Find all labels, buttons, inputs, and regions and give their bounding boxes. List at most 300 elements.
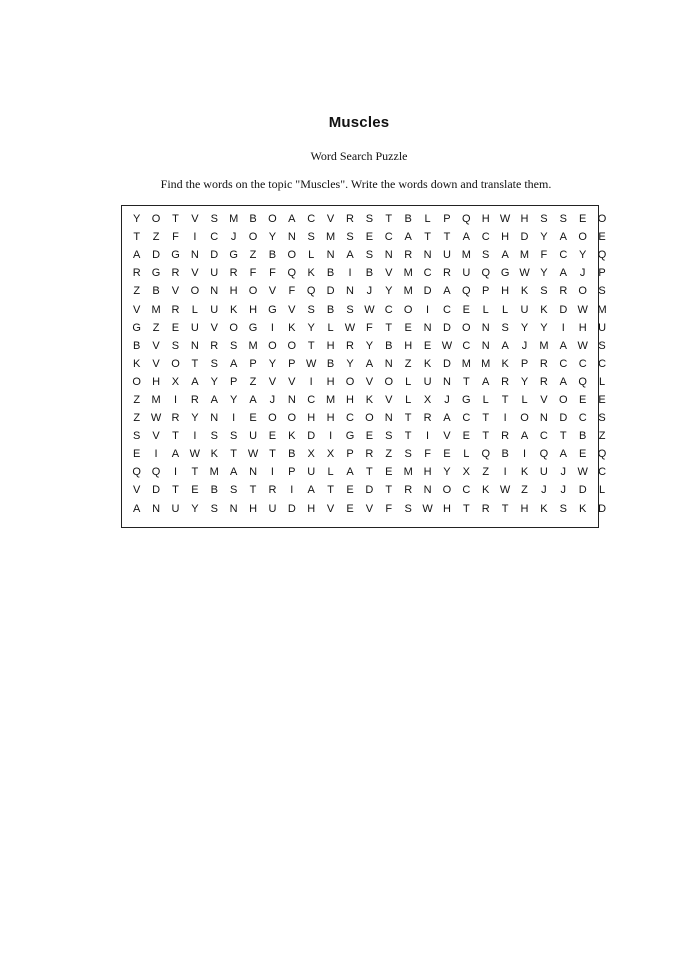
grid-letter: I (173, 466, 177, 479)
grid-letter: T (424, 231, 431, 244)
grid-letter: T (366, 466, 373, 479)
word-search-grid (121, 205, 607, 528)
grid-letter: S (210, 213, 218, 226)
grid-letter: A (443, 285, 451, 298)
grid-letter: U (307, 466, 316, 479)
grid-letter: L (405, 393, 412, 406)
grid-letter: P (288, 357, 296, 370)
grid-letter: P (443, 213, 451, 226)
grid-letter: J (579, 267, 586, 280)
grid-letter: H (442, 502, 451, 515)
grid-letter: T (191, 466, 199, 479)
grid-letter: C (210, 231, 219, 244)
grid-letter: A (462, 231, 470, 244)
grid-letter: I (173, 393, 177, 406)
grid-letter: C (559, 249, 568, 262)
grid-letter: P (249, 357, 257, 370)
grid-letter: E (365, 430, 374, 443)
grid-letter: T (133, 231, 141, 244)
grid-letter: J (269, 393, 276, 406)
grid-letter: K (210, 448, 218, 461)
grid-row (127, 264, 606, 282)
grid-letter: I (232, 412, 236, 425)
grid-letter: O (268, 412, 277, 425)
grid-letter: F (540, 249, 548, 262)
grid-letter: W (499, 484, 511, 497)
grid-letter: S (171, 339, 180, 352)
grid-letter: B (288, 448, 296, 461)
grid-letter: A (501, 249, 509, 262)
grid-letter: C (462, 484, 471, 497)
grid-row (127, 409, 606, 427)
grid-letter: S (598, 412, 606, 425)
grid-letter: D (442, 357, 451, 370)
grid-letter: S (540, 213, 548, 226)
grid-letter: R (229, 267, 238, 280)
grid-letter: K (307, 267, 315, 280)
grid-letter: K (520, 466, 529, 479)
grid-letter: M (151, 303, 161, 316)
grid-letter: N (442, 375, 451, 388)
grid-letter: U (190, 321, 199, 334)
grid-letter: U (423, 375, 432, 388)
grid-letter: H (481, 213, 490, 226)
grid-letter: T (172, 430, 179, 443)
grid-letter: T (230, 448, 238, 461)
grid-letter: O (151, 213, 161, 226)
grid-letter: N (190, 339, 199, 352)
grid-letter: V (540, 393, 548, 406)
grid-letter: A (365, 357, 374, 370)
grid-letter: E (385, 466, 393, 479)
grid-letter: C (384, 231, 393, 244)
grid-letter: U (442, 249, 451, 262)
grid-letter: A (307, 484, 315, 497)
grid-letter: H (152, 375, 161, 388)
grid-letter: H (520, 502, 529, 515)
grid-letter: K (520, 285, 529, 298)
grid-letter: W (364, 303, 375, 316)
grid-letter: S (210, 502, 218, 515)
grid-letter: H (520, 213, 529, 226)
grid-letter: Y (191, 502, 199, 515)
page-subtitle: Word Search Puzzle (310, 149, 408, 163)
grid-row (127, 228, 606, 246)
grid-letter: V (152, 357, 160, 370)
grid-letter: Q (597, 448, 607, 461)
grid-letter: E (268, 430, 277, 443)
grid-letter: V (326, 502, 335, 515)
grid-letter: Q (132, 466, 141, 479)
grid-letter: E (171, 321, 180, 334)
grid-letter: N (287, 231, 296, 244)
grid-letter: M (403, 466, 413, 479)
grid-letter: X (307, 448, 315, 461)
grid-letter: L (327, 466, 334, 479)
grid-letter: H (229, 285, 238, 298)
grid-letter: L (308, 249, 315, 262)
grid-letter: O (462, 321, 471, 334)
grid-letter: C (346, 412, 354, 425)
grid-letter: I (193, 231, 197, 244)
grid-letter: Y (365, 339, 374, 352)
grid-letter: T (172, 484, 179, 497)
grid-letter: C (578, 412, 587, 425)
grid-letter: P (482, 285, 490, 298)
grid-letter: O (403, 303, 413, 316)
grid-letter: K (365, 393, 374, 406)
grid-letter: A (404, 231, 412, 244)
instructions-text: Find the words on the topic "Muscles". Write the words down and translate them. (160, 177, 552, 191)
grid-letter: V (268, 285, 277, 298)
grid-letter: L (599, 375, 606, 388)
grid-letter: A (191, 375, 199, 388)
grid-letter: D (423, 285, 432, 298)
grid-letter: B (249, 213, 257, 226)
grid-letter: H (249, 502, 258, 515)
grid-letter: Q (597, 249, 607, 262)
grid-row (127, 210, 607, 228)
grid-letter: N (423, 484, 432, 497)
grid-letter: N (229, 502, 238, 515)
grid-letter: V (191, 213, 199, 226)
grid-letter: B (404, 213, 412, 226)
grid-letter: U (171, 502, 180, 515)
grid-letter: R (210, 339, 219, 352)
grid-letter: D (287, 502, 296, 515)
grid-letter: A (482, 375, 490, 388)
grid-letter: R (190, 393, 199, 406)
grid-letter: J (444, 393, 450, 406)
grid-letter: A (559, 231, 567, 244)
grid-letter: H (307, 502, 316, 515)
grid-letter: B (385, 339, 393, 352)
grid-letter: M (229, 213, 239, 226)
grid-letter: M (481, 357, 491, 370)
grid-letter: E (404, 321, 412, 334)
grid-letter: B (326, 357, 335, 370)
grid-letter: R (268, 484, 277, 497)
grid-letter: B (579, 430, 587, 443)
grid-letter: V (268, 375, 277, 388)
grid-letter: Y (307, 321, 315, 334)
grid-letter: N (539, 412, 548, 425)
grid-letter: C (384, 303, 393, 316)
grid-letter: S (229, 339, 238, 352)
grid-letter: K (501, 357, 509, 370)
grid-letter: P (346, 448, 354, 461)
grid-letter: R (501, 375, 510, 388)
grid-letter: Y (540, 321, 548, 334)
grid-letter: O (520, 412, 529, 425)
grid-letter: E (579, 448, 587, 461)
grid-letter: T (559, 430, 567, 443)
grid-letter: L (327, 321, 334, 334)
grid-letter: Y (579, 249, 587, 262)
grid-letter: B (326, 303, 335, 316)
grid-letter: B (268, 249, 277, 262)
grid-letter: O (190, 285, 200, 298)
grid-letter: B (133, 339, 141, 352)
grid-letter: A (346, 466, 354, 479)
grid-letter: M (248, 339, 258, 352)
grid-letter: R (442, 267, 451, 280)
grid-letter: V (326, 213, 335, 226)
grid-letter: D (559, 412, 568, 425)
grid-row (127, 445, 607, 463)
grid-letter: G (268, 303, 277, 316)
grid-letter: C (559, 357, 568, 370)
grid-letter: I (503, 412, 507, 425)
grid-letter: P (520, 357, 529, 370)
grid-row (127, 391, 606, 409)
grid-letter: V (133, 303, 141, 316)
grid-letter: S (404, 502, 412, 515)
grid-letter: B (210, 484, 218, 497)
grid-letter: T (482, 412, 490, 425)
grid-letter: D (520, 231, 529, 244)
grid-letter: Q (539, 448, 549, 461)
grid-letter: G (132, 321, 141, 334)
grid-letter: I (309, 375, 313, 388)
grid-letter: M (209, 466, 219, 479)
grid-letter: O (132, 375, 141, 388)
grid-letter: E (346, 502, 354, 515)
grid-letter: Q (306, 285, 316, 298)
grid-letter: K (540, 502, 548, 515)
grid-letter: A (559, 448, 567, 461)
grid-letter: S (229, 484, 238, 497)
grid-letter: K (423, 357, 432, 370)
grid-letter: E (346, 484, 354, 497)
grid-letter: V (171, 285, 180, 298)
grid-letter: P (288, 466, 296, 479)
grid-letter: N (210, 412, 219, 425)
grid-letter: A (501, 339, 509, 352)
grid-letter: W (577, 303, 588, 316)
grid-letter: W (519, 267, 530, 280)
grid-letter: D (326, 285, 335, 298)
grid-letter: O (578, 285, 587, 298)
grid-letter: C (307, 213, 316, 226)
grid-letter: H (501, 231, 510, 244)
grid-letter: Q (578, 375, 587, 388)
grid-letter: D (442, 321, 451, 334)
grid-letter: I (290, 484, 294, 497)
grid-letter: T (269, 448, 276, 461)
grid-letter: V (210, 321, 218, 334)
grid-letter: R (171, 412, 180, 425)
grid-letter: W (247, 448, 259, 461)
grid-letter: Y (268, 231, 277, 244)
grid-letter: O (287, 412, 297, 425)
grid-row (127, 427, 606, 445)
grid-letter: Q (287, 267, 297, 280)
grid-letter: H (404, 339, 413, 352)
grid-letter: Y (520, 321, 529, 334)
grid-letter: F (269, 267, 276, 280)
grid-letter: E (249, 412, 257, 425)
grid-letter: S (365, 249, 374, 262)
grid-letter: O (384, 375, 394, 388)
grid-letter: Z (385, 448, 393, 461)
grid-letter: A (288, 213, 296, 226)
grid-letter: M (519, 249, 530, 262)
grid-letter: U (249, 430, 258, 443)
grid-letter: J (560, 466, 567, 479)
grid-letter: U (539, 466, 548, 479)
grid-letter: X (423, 393, 432, 406)
grid-letter: Q (462, 213, 471, 226)
grid-letter: X (462, 466, 470, 479)
grid-letter: W (577, 339, 588, 352)
grid-letter: O (345, 375, 355, 388)
grid-letter: X (326, 448, 335, 461)
grid-letter: D (365, 484, 374, 497)
grid-letter: S (385, 430, 393, 443)
grid-letter: C (539, 430, 548, 443)
grid-letter: F (288, 285, 296, 298)
grid-letter: Z (521, 484, 528, 497)
grid-letter: O (287, 249, 297, 262)
grid-letter: S (540, 285, 548, 298)
grid-letter: H (326, 412, 335, 425)
grid-letter: R (559, 285, 568, 298)
grid-letter: O (365, 412, 374, 425)
grid-letter: D (152, 249, 161, 262)
grid-letter: E (462, 430, 470, 443)
grid-letter: I (270, 321, 274, 334)
grid-letter: Q (462, 285, 471, 298)
grid-letter: B (501, 448, 509, 461)
grid-letter: E (133, 448, 141, 461)
grid-letter: C (598, 357, 607, 370)
grid-letter: K (540, 303, 548, 316)
grid-letter: H (346, 393, 354, 406)
grid-letter: L (599, 484, 606, 497)
grid-letter: L (424, 213, 431, 226)
grid-letter: U (210, 267, 219, 280)
grid-letter: O (578, 231, 587, 244)
grid-letter: R (539, 375, 548, 388)
grid-letter: M (326, 231, 336, 244)
grid-letter: Y (268, 357, 277, 370)
grid-letter: V (288, 303, 296, 316)
grid-letter: V (385, 393, 393, 406)
grid-letter: N (481, 339, 490, 352)
grid-letter: G (248, 321, 258, 334)
grid-letter: S (307, 303, 315, 316)
grid-letter: C (307, 393, 316, 406)
grid-letter: N (423, 321, 432, 334)
grid-letter: S (133, 430, 141, 443)
grid-letter: J (560, 484, 567, 497)
grid-letter: S (210, 430, 218, 443)
grid-letter: W (577, 466, 588, 479)
grid-letter: W (499, 213, 511, 226)
grid-letter: Y (443, 466, 451, 479)
grid-letter: C (442, 303, 451, 316)
grid-letter: D (210, 249, 219, 262)
grid-letter: Y (346, 357, 354, 370)
grid-letter: A (249, 393, 257, 406)
grid-letter: F (366, 321, 373, 334)
grid-letter: V (152, 430, 160, 443)
grid-letter: Z (404, 357, 412, 370)
grid-row (127, 246, 607, 264)
grid-letter: B (152, 285, 160, 298)
grid-letter: L (482, 393, 489, 406)
grid-letter: I (522, 448, 527, 461)
grid-letter: Z (152, 231, 160, 244)
grid-letter: V (152, 339, 160, 352)
grid-letter: R (404, 249, 413, 262)
grid-letter: Y (229, 393, 238, 406)
grid-letter: S (365, 213, 374, 226)
grid-letter: M (403, 267, 413, 280)
grid-letter: S (482, 249, 490, 262)
grid-letter: Z (152, 321, 160, 334)
grid-letter: M (539, 339, 549, 352)
grid-letter: L (405, 375, 412, 388)
grid-letter: R (346, 339, 354, 352)
grid-letter: I (503, 466, 507, 479)
grid-letter: Y (210, 375, 218, 388)
grid-letter: W (344, 321, 356, 334)
grid-letter: C (481, 231, 490, 244)
grid-letter: Y (385, 285, 393, 298)
grid-row (127, 282, 606, 300)
grid-letter: N (346, 285, 354, 298)
grid-letter: O (268, 339, 277, 352)
grid-letter: R (404, 484, 413, 497)
grid-letter: S (559, 502, 567, 515)
grid-letter: H (249, 303, 258, 316)
grid-letter: M (597, 303, 607, 316)
grid-letter: E (579, 213, 587, 226)
grid-letter: M (461, 357, 471, 370)
grid-letter: I (426, 303, 430, 316)
grid-letter: K (482, 484, 490, 497)
grid-letter: U (268, 502, 277, 515)
grid-letter: I (193, 430, 197, 443)
grid-letter: Y (540, 267, 548, 280)
grid-letter: T (462, 502, 470, 515)
grid-letter: E (443, 448, 451, 461)
grid-letter: G (345, 430, 355, 443)
grid-letter: Q (151, 466, 161, 479)
grid-letter: C (462, 412, 471, 425)
grid-letter: F (424, 448, 431, 461)
grid-letter: M (461, 249, 471, 262)
grid-letter: H (578, 321, 587, 334)
grid-letter: O (248, 285, 258, 298)
grid-letter: Z (133, 412, 141, 425)
grid-letter: B (365, 267, 374, 280)
grid-letter: Z (133, 285, 141, 298)
grid-letter: L (502, 303, 509, 316)
grid-letter: A (559, 339, 567, 352)
grid-letter: J (230, 231, 237, 244)
grid-letter: T (501, 502, 509, 515)
grid-letter: A (229, 357, 238, 370)
grid-letter: U (598, 321, 607, 334)
grid-letter: S (598, 285, 606, 298)
grid-letter: N (423, 249, 432, 262)
grid-letter: O (268, 213, 277, 226)
grid-letter: N (190, 249, 199, 262)
grid-letter: K (579, 502, 587, 515)
